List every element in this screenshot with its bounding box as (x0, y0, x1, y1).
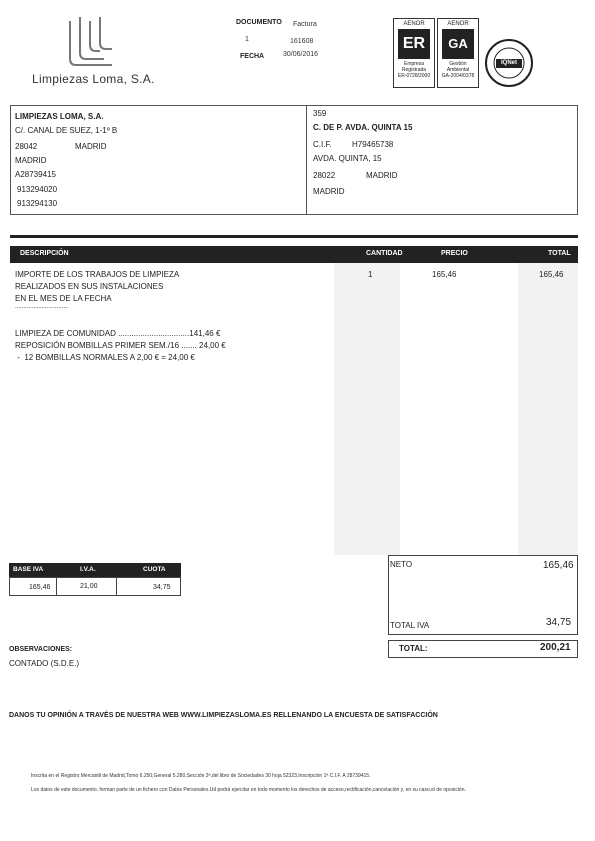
recipient-street: AVDA. QUINTA, 15 (313, 154, 382, 163)
iqnet-badge (484, 38, 534, 88)
sender-province: MADRID (15, 156, 47, 165)
er-mark-icon: ER (398, 29, 430, 59)
header-total: TOTAL (548, 250, 571, 257)
privacy-note: Los datos de este documento, forman parte de un fichero con Datos Personales.Ud podrá ejercitar en todo momento los derechos de acceso,rectificación,cancelación y, en su caso,el de oposición. (31, 787, 466, 793)
grand-total-value: 200,21 (540, 642, 571, 653)
recipient-zip: 28022 (313, 171, 336, 180)
recipient-cif: H79465738 (352, 140, 394, 149)
sender-city: MADRID (75, 142, 107, 151)
line-total: 165,46 (539, 270, 564, 279)
date-label: FECHA (240, 53, 265, 60)
aenor-er-code: ER-0728/2000 (397, 73, 431, 79)
aenor-er-badge (393, 18, 435, 88)
line-description-1: IMPORTE DE LOS TRABAJOS DE LIMPIEZA (15, 270, 180, 279)
header-price: PRECIO (441, 250, 468, 257)
line-description-3: EN EL MES DE LA FECHA (15, 294, 112, 303)
sender-name: LIMPIEZAS LOMA, S.A. (15, 112, 104, 121)
sender-street: C/. CANAL DE SUEZ, 1-1º B (15, 126, 118, 135)
aenor-ga-badge (437, 18, 479, 88)
total-iva-value: 34,75 (546, 617, 572, 628)
tax-separator (116, 577, 117, 596)
recipient-province: MADRID (313, 187, 345, 196)
tax-cuota-value: 34,75 (153, 584, 171, 591)
tax-cuota-label: CUOTA (143, 566, 166, 573)
neto-value: 165,46 (543, 560, 574, 571)
recipient-name: C. DE P. AVDA. QUINTA 15 (313, 123, 413, 132)
tax-iva-value: 21,00 (80, 583, 98, 590)
aenor-ga-title: AENOR (447, 21, 469, 27)
sender-phone-2: 913294130 (17, 199, 58, 208)
document-number: 161608 (290, 38, 314, 45)
observations-value: CONTADO (S.D.E.) (9, 659, 80, 668)
total-iva-label: TOTAL IVA (390, 621, 430, 630)
grand-total-label: TOTAL: (399, 644, 428, 653)
date-value: 30/06/2016 (283, 51, 319, 58)
client-number: 359 (313, 109, 327, 118)
tax-base-label: BASE IVA (13, 566, 44, 573)
detail-line-1: LIMPIEZA DE COMUNIDAD ................................141,46 € (15, 329, 221, 338)
document-label: DOCUMENTO (236, 19, 282, 26)
address-divider (306, 105, 307, 215)
tax-base-value: 165,46 (29, 584, 51, 591)
aenor-ga-code: GA-2004/0378 (441, 73, 475, 79)
header-description: DESCRIPCIÓN (20, 250, 69, 257)
quantity-column-shade (334, 263, 400, 555)
table-top-rule (10, 235, 578, 238)
tax-iva-label: I.V.A. (80, 566, 96, 573)
total-column-shade (518, 263, 578, 555)
document-number-prefix: 1 (245, 36, 249, 43)
line-quantity: 1 (368, 270, 373, 279)
line-price: 165,46 (432, 270, 457, 279)
detail-line-3: - 12 BOMBILLAS NORMALES A 2,00 € = 24,00 € (15, 353, 195, 362)
header-quantity: CANTIDAD (366, 250, 403, 257)
company-logo-icon (66, 15, 116, 67)
line-description-2: REALIZADOS EN SUS INSTALACIONES (15, 282, 164, 291)
aenor-er-caption: Empresa Registrada (401, 61, 427, 73)
neto-label: NETO (390, 560, 413, 569)
registry-note: Inscrita en el Registro Mercantil de Madrid,Tomo 6.250,General 5.280,Sección 3ª,del libro de Sociedades 30 hoja 52323,Inscripción 1ª C.I.F. A 28739415. (31, 773, 371, 779)
table-header-bar (10, 246, 578, 263)
sender-phone-1: 913294020 (17, 185, 58, 194)
recipient-cif-label: C.I.F. (313, 140, 332, 149)
sender-cif: A28739415 (15, 170, 56, 179)
address-box (10, 105, 578, 215)
observations-label: OBSERVACIONES: (9, 646, 73, 653)
document-type: Factura (293, 21, 317, 28)
recipient-city: MADRID (366, 171, 398, 180)
iqnet-mark: IQNet (500, 60, 517, 66)
aenor-er-title: AENOR (403, 21, 425, 27)
aenor-ga-caption: Gestión Ambiental (446, 61, 470, 73)
sender-zip: 28042 (15, 142, 38, 151)
detail-line-2: REPOSICIÓN BOMBILLAS PRIMER SEM./16 ....... 24,00 € (15, 341, 226, 350)
survey-message: DANOS TU OPINIÓN A TRAVÉS DE NUESTRA WEB WWW.LIMPIEZASLOMA.ES RELLENANDO LA ENCUESTA DE SATISFACCIÓN (9, 712, 438, 719)
ga-mark-icon: GA (442, 29, 474, 59)
tax-separator (56, 577, 57, 596)
line-description-4: ................................ (15, 304, 69, 310)
company-brand-name: Limpiezas Loma, S.A. (32, 72, 155, 86)
